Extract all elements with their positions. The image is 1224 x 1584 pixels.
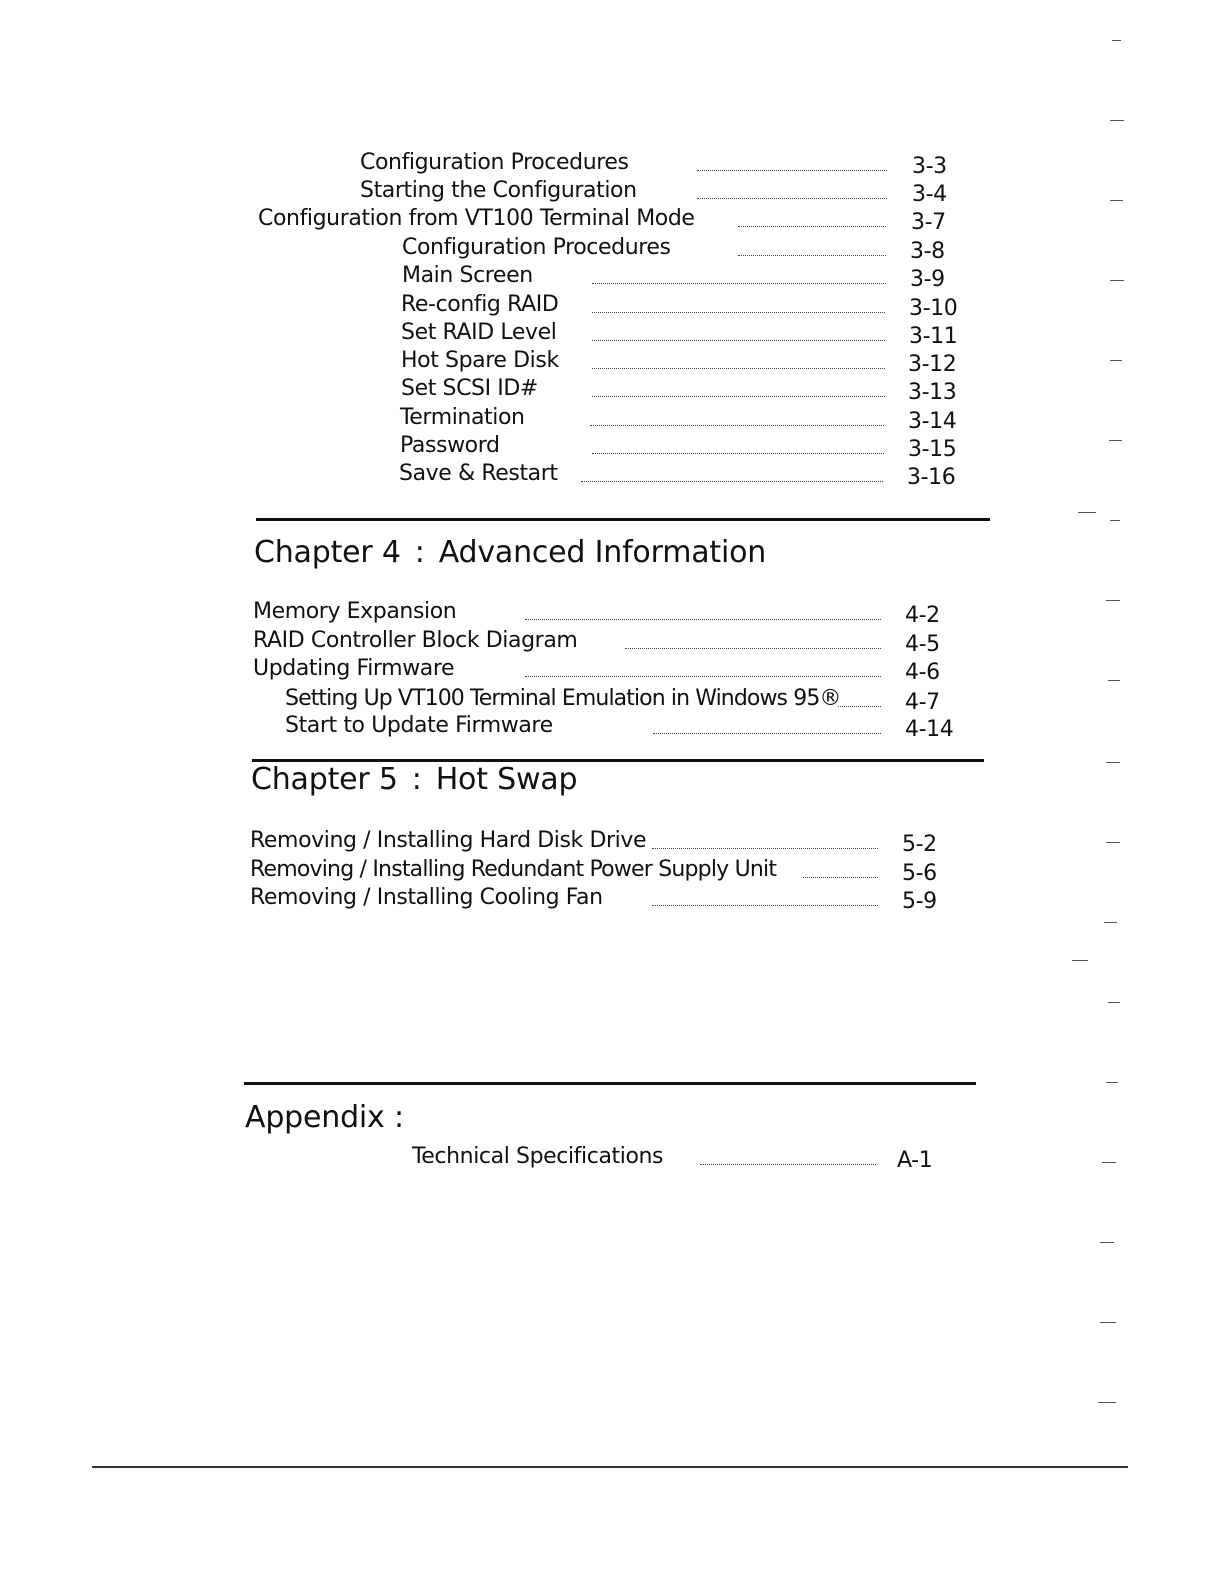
toc-entry-label: Configuration Procedures bbox=[402, 235, 671, 260]
scan-edge-mark bbox=[1110, 360, 1122, 361]
section-divider bbox=[256, 518, 990, 521]
scan-edge-mark bbox=[1108, 680, 1120, 681]
toc-entry[interactable] bbox=[250, 883, 950, 913]
toc-entry-label: RAID Controller Block Diagram bbox=[253, 628, 578, 653]
chapter-number: Chapter 4 bbox=[254, 535, 401, 570]
toc-entry[interactable] bbox=[412, 1142, 952, 1172]
dot-leader bbox=[653, 733, 881, 734]
dot-leader bbox=[700, 1164, 876, 1165]
toc-entry-label: Main Screen bbox=[402, 263, 533, 288]
toc-entry-label: Re-config RAID bbox=[401, 292, 559, 317]
toc-entry-page: 3-4 bbox=[912, 182, 947, 207]
toc-entry[interactable] bbox=[402, 233, 962, 263]
chapter-title: Advanced Information bbox=[438, 535, 767, 570]
toc-entry-page: 5-9 bbox=[902, 889, 937, 914]
scan-edge-mark bbox=[1078, 512, 1096, 513]
dot-leader bbox=[590, 425, 884, 426]
toc-entry-label: Set SCSI ID# bbox=[401, 376, 538, 401]
toc-entry[interactable] bbox=[401, 318, 961, 348]
scan-edge-mark bbox=[1072, 960, 1088, 961]
scan-edge-mark bbox=[1098, 1402, 1116, 1403]
chapter-separator: : bbox=[411, 762, 422, 797]
appendix-heading: Appendix : bbox=[245, 1100, 404, 1135]
section-divider bbox=[244, 1082, 976, 1085]
toc-entry-label: Removing / Installing Cooling Fan bbox=[250, 885, 603, 910]
dot-leader bbox=[803, 877, 878, 878]
toc-entry-page: 3-11 bbox=[909, 324, 958, 349]
toc-entry[interactable] bbox=[401, 346, 961, 376]
toc-entry[interactable] bbox=[400, 403, 960, 433]
toc-entry-label: Password bbox=[400, 433, 500, 458]
scan-edge-mark bbox=[1100, 1322, 1116, 1323]
scan-edge-mark bbox=[1110, 120, 1124, 121]
scan-edge-mark bbox=[1110, 280, 1124, 281]
dot-leader bbox=[738, 255, 886, 256]
chapter-separator: : bbox=[414, 535, 425, 570]
toc-entry[interactable] bbox=[253, 654, 953, 684]
toc-entry[interactable] bbox=[250, 826, 950, 856]
scan-edge-mark bbox=[1112, 40, 1121, 41]
scan-edge-mark bbox=[1106, 1082, 1118, 1083]
toc-entry-page: A-1 bbox=[897, 1148, 933, 1173]
toc-entry-page: 3-13 bbox=[908, 380, 957, 405]
toc-entry[interactable] bbox=[401, 374, 961, 404]
toc-entry-page: 3-10 bbox=[909, 296, 958, 321]
scan-edge-mark bbox=[1110, 520, 1120, 521]
dot-leader bbox=[738, 226, 886, 227]
scan-edge-mark bbox=[1102, 1162, 1116, 1163]
toc-entry[interactable] bbox=[401, 290, 961, 320]
dot-leader bbox=[525, 676, 881, 677]
dot-leader bbox=[838, 706, 881, 707]
toc-entry-page: 4-2 bbox=[905, 603, 940, 628]
toc-entry-page: 3-7 bbox=[911, 210, 946, 235]
toc-entry-label: Hot Spare Disk bbox=[401, 348, 559, 373]
dot-leader bbox=[525, 619, 881, 620]
toc-entry[interactable] bbox=[360, 176, 960, 206]
dot-leader bbox=[652, 905, 878, 906]
dot-leader bbox=[652, 848, 878, 849]
toc-entry-page: 3-12 bbox=[908, 352, 957, 377]
toc-entry-label: Updating Firmware bbox=[253, 656, 455, 681]
toc-entry[interactable] bbox=[285, 684, 955, 714]
scan-edge-mark bbox=[1108, 1002, 1120, 1003]
toc-entry-page: 3-15 bbox=[908, 437, 957, 462]
dot-leader bbox=[697, 198, 887, 199]
toc-entry-label: Configuration from VT100 Terminal Mode bbox=[258, 206, 695, 231]
scan-edge-mark bbox=[1106, 600, 1120, 601]
toc-entry[interactable] bbox=[400, 431, 960, 461]
toc-entry-label: Starting the Configuration bbox=[360, 178, 637, 203]
dot-leader bbox=[592, 340, 885, 341]
toc-entry[interactable] bbox=[399, 459, 959, 489]
scan-edge-mark bbox=[1110, 200, 1123, 201]
dot-leader bbox=[625, 648, 881, 649]
dot-leader bbox=[697, 170, 887, 171]
toc-entry-page: 4-7 bbox=[905, 690, 940, 715]
toc-entry-page: 4-14 bbox=[905, 717, 954, 742]
toc-entry-page: 3-14 bbox=[908, 409, 957, 434]
toc-entry-label: Termination bbox=[400, 405, 525, 430]
dot-leader bbox=[592, 368, 885, 369]
dot-leader bbox=[592, 283, 886, 284]
toc-entry-page: 5-2 bbox=[902, 832, 937, 857]
toc-entry-page: 4-5 bbox=[905, 632, 940, 657]
chapter-title: Hot Swap bbox=[435, 762, 578, 797]
dot-leader bbox=[592, 312, 885, 313]
toc-entry-page: 3-9 bbox=[910, 267, 945, 292]
scan-edge-mark bbox=[1106, 842, 1120, 843]
scan-edge-mark bbox=[1104, 922, 1117, 923]
chapter-5-heading bbox=[251, 762, 577, 797]
toc-entry[interactable] bbox=[285, 711, 955, 741]
toc-entry-label: Set RAID Level bbox=[401, 320, 557, 345]
chapter-number: Chapter 5 bbox=[251, 762, 398, 797]
toc-entry[interactable] bbox=[360, 148, 960, 178]
toc-entry-label: Start to Update Firmware bbox=[285, 713, 553, 738]
chapter-4-heading bbox=[254, 535, 766, 570]
dot-leader bbox=[581, 481, 883, 482]
toc-entry-page: 4-6 bbox=[905, 660, 940, 685]
page-bottom-rule bbox=[92, 1466, 1128, 1468]
scan-edge-mark bbox=[1109, 440, 1122, 441]
toc-entry-label: Setting Up VT100 Terminal Emulation in Windows 95® bbox=[285, 686, 841, 711]
toc-entry[interactable] bbox=[258, 204, 958, 234]
toc-entry-page: 3-3 bbox=[912, 154, 947, 179]
dot-leader bbox=[592, 453, 884, 454]
toc-entry[interactable] bbox=[250, 855, 950, 885]
toc-entry-label: Save & Restart bbox=[399, 461, 558, 486]
toc-entry[interactable] bbox=[253, 626, 953, 656]
scan-edge-mark bbox=[1100, 1242, 1114, 1243]
dot-leader bbox=[592, 396, 885, 397]
toc-entry-label: Removing / Installing Hard Disk Drive bbox=[250, 828, 647, 853]
toc-entry-label: Technical Specifications bbox=[412, 1144, 664, 1169]
toc-entry-label: Removing / Installing Redundant Power Supply Unit bbox=[250, 857, 777, 882]
toc-entry-page: 5-6 bbox=[902, 861, 937, 886]
toc-entry[interactable] bbox=[402, 261, 962, 291]
toc-entry-page: 3-16 bbox=[907, 465, 956, 490]
toc-entry-page: 3-8 bbox=[910, 239, 945, 264]
scan-edge-mark bbox=[1106, 762, 1120, 763]
toc-entry-label: Configuration Procedures bbox=[360, 150, 629, 175]
toc-entry[interactable] bbox=[253, 597, 953, 627]
toc-entry-label: Memory Expansion bbox=[253, 599, 457, 624]
